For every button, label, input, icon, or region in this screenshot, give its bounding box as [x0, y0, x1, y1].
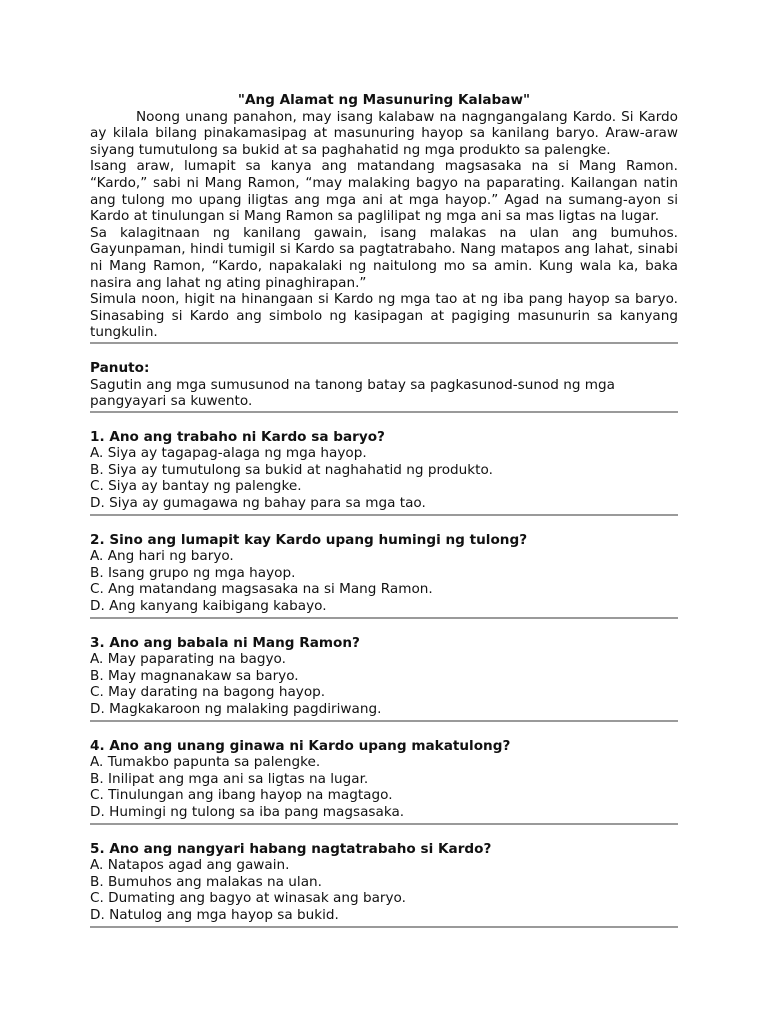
question-3: [90, 635, 678, 722]
option-a: A. Natapos agad ang gawain.: [90, 857, 290, 874]
story-paragraph: Simula noon, higit na hinangaan si Kardo ng mga tao at ng iba pang hayop sa baryo. Sinasabing si Kardo ang simbolo ng kasipagan at pagiging masunurin sa kanyang tungkulin.: [90, 291, 678, 341]
divider: [90, 823, 678, 825]
option-b: B. Isang grupo ng mga hayop.: [90, 564, 296, 581]
instructions-label: Panuto:: [90, 359, 150, 376]
divider: [90, 514, 678, 516]
option-c: C. Tinulungan ang ibang hayop na magtago.: [90, 787, 393, 804]
divider: [90, 926, 678, 928]
story-paragraph: Noong unang panahon, may isang kalabaw na nagngangalang Kardo. Si Kardo ay kilala bilang pinakamasipag at masunuring hayop sa kanilang baryo. Araw-araw siyang tumutulong sa bukid at sa paghahatid ng mga produkto sa palengke.: [90, 108, 678, 158]
question-text: 3. Ano ang babala ni Mang Ramon?: [90, 634, 360, 651]
option-d: D. Ang kanyang kaibigang kabayo.: [90, 598, 327, 615]
instructions-text: Sagutin ang mga sumusunod na tanong batay sa pagkasunod-sunod ng mga pangyayari sa kuwento.: [90, 376, 616, 410]
question-text: 4. Ano ang unang ginawa ni Kardo upang makatulong?: [90, 737, 511, 754]
story-paragraph: Sa kalagitnaan ng kanilang gawain, isang malakas na ulan ang bumuhos. Gayunpaman, hindi tumigil si Kardo sa pagtatrabaho. Nang matapos ang lahat, sinabi ni Mang Ramon, “Kardo, napakalaki ng naitulong mo sa amin. Kung wala ka, baka nasira ang lahat ng ating pinaghirapan.”: [90, 224, 678, 291]
option-c: C. Ang matandang magsasaka na si Mang Ramon.: [90, 581, 433, 598]
option-c: C. May darating na bagong hayop.: [90, 684, 326, 701]
question-4: [90, 738, 678, 825]
question-5: [90, 841, 678, 928]
option-d: D. Siya ay gumagawa ng bahay para sa mga tao.: [90, 495, 426, 512]
divider: [90, 342, 678, 344]
option-a: A. Ang hari ng baryo.: [90, 548, 234, 565]
divider: [90, 720, 678, 722]
story-body: [90, 109, 678, 341]
option-b: B. Bumuhos ang malakas na ulan.: [90, 873, 322, 890]
option-a: A. May paparating na bagyo.: [90, 651, 286, 668]
option-a: A. Tumakbo papunta sa palengke.: [90, 754, 321, 771]
option-d: D. Humingi ng tulong sa iba pang magsasaka.: [90, 803, 405, 820]
divider: [90, 411, 678, 413]
option-d: D. Natulog ang mga hayop sa bukid.: [90, 906, 339, 923]
question-1: [90, 429, 678, 516]
option-a: A. Siya ay tagapag-alaga ng mga hayop.: [90, 445, 367, 462]
question-text: 1. Ano ang trabaho ni Kardo sa baryo?: [90, 428, 385, 445]
option-c: C. Dumating ang bagyo at winasak ang baryo.: [90, 890, 406, 907]
question-text: 2. Sino ang lumapit kay Kardo upang humingi ng tulong?: [90, 531, 528, 548]
option-d: D. Magkakaroon ng malaking pagdiriwang.: [90, 701, 382, 717]
divider: [90, 617, 678, 619]
instructions-block: [90, 360, 678, 413]
story-title: "Ang Alamat ng Masunuring Kalabaw": [237, 92, 531, 108]
option-b: B. Inilipat ang mga ani sa ligtas na lugar.: [90, 770, 369, 787]
option-b: B. Siya ay tumutulong sa bukid at naghahatid ng produkto.: [90, 461, 493, 478]
option-b: B. May magnanakaw sa baryo.: [90, 667, 299, 684]
question-text: 5. Ano ang nangyari habang nagtatrabaho si Kardo?: [90, 840, 492, 857]
option-c: C. Siya ay bantay ng palengke.: [90, 478, 302, 495]
story-paragraph: Isang araw, lumapit sa kanya ang matandang magsasaka na si Mang Ramon. “Kardo,” sabi ni Mang Ramon, “may malaking bagyo na paparating. Kailangan natin ang tulong mo upang iligtas ang mga ani at mga hayop.” Agad na sumang-ayon si Kardo at tinulungan si Mang Ramon sa paglilipat ng mga ani sa mas ligtas na lugar.: [90, 158, 678, 225]
question-2: [90, 532, 678, 619]
